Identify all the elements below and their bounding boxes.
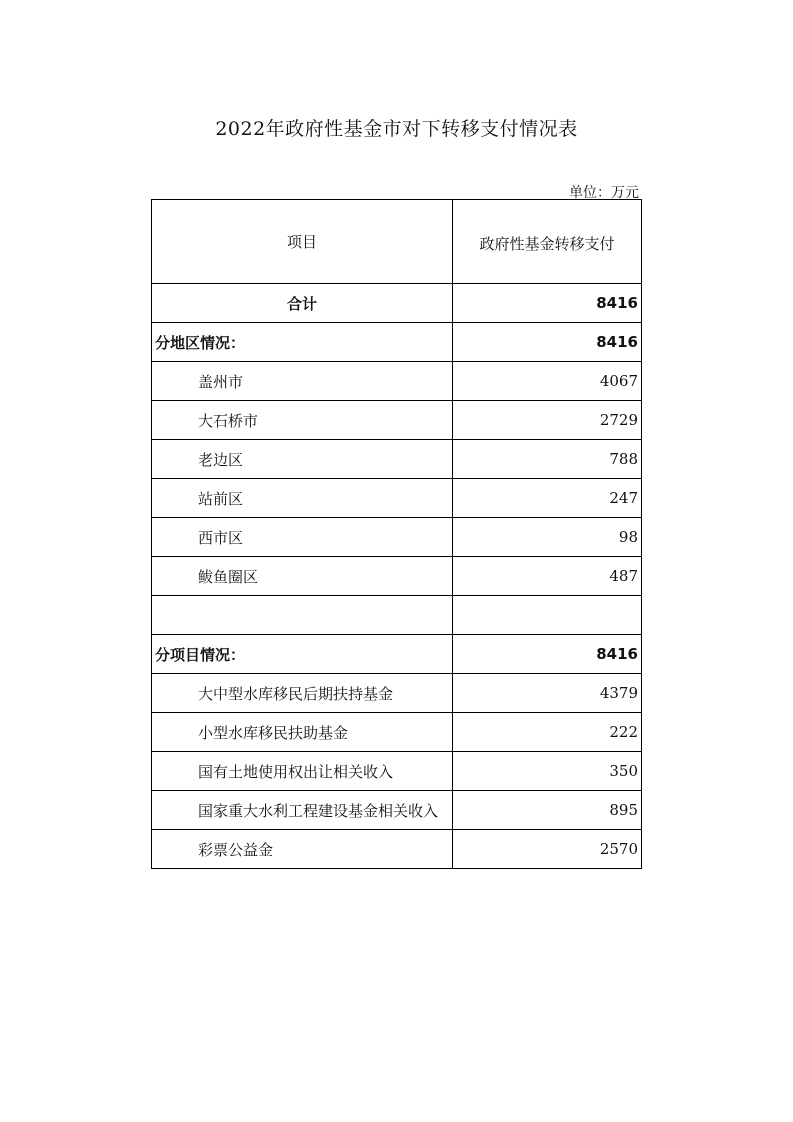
table-row <box>152 479 642 518</box>
table-row-blank <box>152 596 642 635</box>
row-value: 8416 <box>453 284 642 323</box>
row-value: 487 <box>453 557 642 596</box>
row-value: 4379 <box>453 674 642 713</box>
row-value: 4067 <box>453 362 642 401</box>
unit-label: 单位：万元 <box>569 185 639 201</box>
row-label: 鲅鱼圈区 <box>152 557 453 596</box>
row-value: 2570 <box>453 830 642 869</box>
row-value: 8416 <box>453 323 642 362</box>
table-row-total <box>152 284 642 323</box>
header-item: 项目 <box>152 200 453 284</box>
row-value <box>453 596 642 635</box>
table-header-row <box>152 200 642 284</box>
row-label: 国家重大水利工程建设基金相关收入 <box>152 791 453 830</box>
row-value: 350 <box>453 752 642 791</box>
row-value: 8416 <box>453 635 642 674</box>
row-label: 彩票公益金 <box>152 830 453 869</box>
table-row <box>152 830 642 869</box>
row-value: 247 <box>453 479 642 518</box>
row-label: 盖州市 <box>152 362 453 401</box>
row-label: 西市区 <box>152 518 453 557</box>
row-value: 788 <box>453 440 642 479</box>
table-row <box>152 752 642 791</box>
table-row <box>152 518 642 557</box>
row-label: 合计 <box>152 284 453 323</box>
row-label: 国有土地使用权出让相关收入 <box>152 752 453 791</box>
row-label: 分项目情况： <box>152 635 453 674</box>
row-value: 222 <box>453 713 642 752</box>
table-row-section <box>152 635 642 674</box>
document-title: 2022年政府性基金市对下转移支付情况表 <box>215 118 578 140</box>
transfer-payment-table <box>151 199 642 869</box>
row-label <box>152 596 453 635</box>
table-row <box>152 440 642 479</box>
row-value: 98 <box>453 518 642 557</box>
row-label: 老边区 <box>152 440 453 479</box>
table-row <box>152 713 642 752</box>
table-row <box>152 557 642 596</box>
table-row <box>152 791 642 830</box>
row-label: 站前区 <box>152 479 453 518</box>
row-value: 895 <box>453 791 642 830</box>
table-row <box>152 674 642 713</box>
row-label: 大石桥市 <box>152 401 453 440</box>
row-label: 大中型水库移民后期扶持基金 <box>152 674 453 713</box>
row-label: 小型水库移民扶助基金 <box>152 713 453 752</box>
row-label: 分地区情况： <box>152 323 453 362</box>
row-value: 2729 <box>453 401 642 440</box>
table-row <box>152 362 642 401</box>
header-fund-transfer: 政府性基金转移支付 <box>453 200 642 284</box>
table-row-section <box>152 323 642 362</box>
table-row <box>152 401 642 440</box>
